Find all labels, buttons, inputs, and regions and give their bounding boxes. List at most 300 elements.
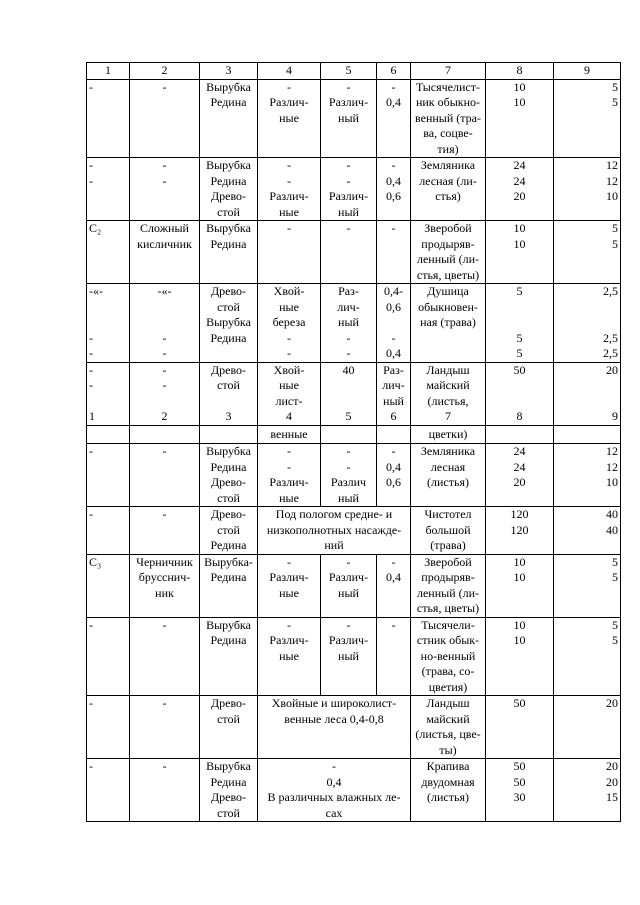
cell-line: 4 — [286, 409, 292, 423]
cell-line — [202, 394, 255, 410]
cell-line: Древо- — [210, 790, 247, 804]
cell-line — [488, 300, 551, 316]
table-cell — [411, 284, 486, 363]
cell-line: кисличник — [137, 236, 192, 251]
cell-line: сах — [325, 805, 343, 820]
cell-line: стья) — [435, 189, 461, 203]
table-cell — [87, 425, 130, 444]
header-cell-1 — [87, 63, 130, 80]
cell-line: двудомная — [421, 774, 475, 789]
cell-line: (листья, цве- — [415, 727, 481, 741]
cell-line: Различ- — [269, 95, 309, 109]
table-cell — [377, 554, 411, 617]
cell-line: 5 — [612, 79, 618, 94]
cell-line: - — [332, 759, 336, 773]
table-cell — [321, 362, 377, 425]
cell-line: цветия) — [428, 679, 468, 694]
table-cell — [130, 507, 200, 555]
continuation-row — [87, 425, 621, 444]
cell-line: Редина — [210, 774, 247, 789]
table-row — [87, 617, 621, 696]
cell-line: - — [162, 362, 167, 377]
table-cell — [377, 79, 411, 158]
cell-line: Душица — [427, 284, 469, 298]
table-row — [87, 362, 621, 425]
cell-line: C₃ — [89, 554, 102, 569]
cell-line: 0,4- — [384, 284, 403, 298]
cell-line: ные — [279, 490, 299, 505]
cell-line: Древо- — [210, 475, 247, 489]
cell-line: стой — [217, 522, 240, 537]
cell-line: 5 — [612, 236, 618, 251]
cell-line: - — [287, 173, 291, 188]
table-cell — [411, 444, 486, 507]
cell-line: 12 — [606, 459, 618, 474]
cell-line: Различ- — [269, 189, 309, 203]
cell-line: - — [89, 362, 93, 377]
table-row — [87, 444, 621, 507]
cell-line: - — [287, 554, 291, 569]
table-cell — [321, 284, 377, 363]
table-cell — [130, 444, 200, 507]
cell-line: 5 — [516, 346, 523, 360]
cell-line: 0,4 — [386, 346, 401, 360]
table-row — [87, 759, 621, 822]
cell-line: Крапива — [426, 759, 470, 773]
cell-line: - — [287, 346, 291, 360]
cell-line: 6 — [390, 63, 397, 77]
cell-line: Редина — [210, 95, 247, 109]
table-cell — [200, 284, 258, 363]
cell-line: 2,5 — [603, 330, 618, 345]
cell-line: Различ- — [269, 570, 309, 584]
cell-line — [132, 300, 197, 316]
cell-line: - — [162, 696, 167, 710]
table-cell — [258, 759, 411, 822]
table-cell — [321, 554, 377, 617]
table-cell — [87, 444, 130, 507]
table-row — [87, 79, 621, 158]
table-cell — [486, 696, 554, 759]
cell-line: - — [391, 617, 396, 632]
cell-line — [89, 394, 127, 410]
cell-line: - — [346, 444, 351, 458]
cell-line: ный — [338, 110, 359, 125]
header-cell-4 — [258, 63, 321, 80]
table-cell — [321, 79, 377, 158]
cell-line: Ландыш — [426, 362, 470, 377]
cell-line: 10 — [513, 570, 526, 584]
cell-line: 20 — [606, 759, 618, 773]
cell-line: 24 — [513, 459, 526, 474]
cell-line: -«- — [157, 284, 172, 298]
table-cell — [258, 284, 321, 363]
table-cell — [377, 444, 411, 507]
cell-line: - — [391, 158, 396, 172]
table-cell — [87, 284, 130, 363]
table-row — [87, 221, 621, 284]
cell-line — [89, 300, 127, 316]
table-cell — [321, 617, 377, 696]
cell-line: 10 — [513, 95, 526, 109]
cell-line: - — [89, 759, 93, 773]
table-cell — [130, 696, 200, 759]
table-cell — [554, 617, 621, 696]
cell-line: - — [89, 444, 93, 458]
cell-line: - — [162, 507, 167, 521]
cell-line: стой — [217, 711, 240, 726]
cell-line: лист- — [275, 393, 303, 408]
table-cell — [200, 444, 258, 507]
cell-line: Чистотел — [424, 507, 472, 521]
table-cell — [486, 362, 554, 425]
table-cell — [554, 221, 621, 284]
cell-line: ный — [383, 393, 404, 408]
table-cell — [486, 221, 554, 284]
cell-line: Тысячелист- — [416, 79, 480, 94]
table-cell — [486, 79, 554, 158]
table-cell — [130, 617, 200, 696]
cell-line: 0,6 — [386, 189, 401, 203]
cell-line: венные — [270, 426, 308, 441]
table-cell — [486, 284, 554, 363]
cell-line: - — [89, 378, 93, 392]
cell-line: (листья) — [427, 790, 469, 804]
cell-line: В различных влажных ле- — [267, 790, 401, 804]
cell-line: стья, цветы) — [416, 267, 480, 282]
cell-line: (листья, — [427, 393, 469, 408]
cell-line: Вырубка — [206, 617, 251, 632]
cell-line: стой — [217, 378, 240, 392]
cell-line — [323, 394, 374, 410]
cell-line: Редина — [210, 173, 247, 188]
table-cell — [258, 554, 321, 617]
table-cell — [258, 158, 321, 221]
cell-line: майский — [426, 711, 470, 726]
cell-line: - — [346, 221, 351, 235]
table-cell — [130, 362, 200, 425]
table-cell — [200, 554, 258, 617]
cell-line: - — [162, 444, 167, 458]
cell-line: Вырубка — [206, 158, 251, 172]
cell-line: ные — [279, 110, 299, 125]
cell-line: Редина — [210, 570, 247, 584]
cell-line: - — [287, 221, 291, 235]
cell-line: 8 — [516, 409, 523, 423]
cell-line: - — [287, 444, 291, 458]
table-cell — [258, 362, 321, 425]
table-cell — [321, 425, 377, 444]
cell-line: обыкновен- — [418, 299, 478, 314]
table-cell — [258, 79, 321, 158]
table-cell — [411, 759, 486, 822]
cell-line: - — [391, 444, 396, 458]
cell-line: - — [346, 554, 351, 569]
cell-line: - — [162, 330, 167, 345]
cell-line: ты) — [439, 742, 457, 757]
table-cell — [130, 425, 200, 444]
cell-line: Различ- — [328, 570, 369, 584]
table-row — [87, 284, 621, 363]
cell-line: - — [162, 378, 167, 392]
cell-line: 5 — [612, 554, 618, 569]
cell-line: Древо- — [210, 507, 247, 521]
table-cell — [87, 158, 130, 221]
cell-line: - — [89, 79, 93, 94]
table-cell — [87, 507, 130, 555]
header-cell-5 — [321, 63, 377, 80]
table-cell — [411, 425, 486, 444]
cell-line — [556, 394, 618, 410]
cell-line: 0,6 — [386, 299, 401, 314]
cell-line: 8 — [516, 63, 523, 77]
table-cell — [87, 221, 130, 284]
table-cell — [377, 158, 411, 221]
cell-line: Вырубка — [206, 759, 251, 773]
cell-line: береза — [272, 315, 306, 329]
cell-line: Древо- — [210, 362, 247, 377]
cell-line: стья, цветы) — [416, 601, 480, 615]
cell-line: стой — [217, 490, 240, 505]
cell-line: 40 — [606, 507, 618, 521]
cell-line: 20 — [606, 362, 618, 377]
cell-line: 1 — [89, 409, 95, 423]
table-cell — [258, 696, 411, 759]
cell-line: 10 — [606, 189, 618, 203]
cell-line: 50 — [513, 759, 526, 773]
cell-line: 2,5 — [603, 346, 618, 360]
cell-line: 30 — [513, 790, 526, 804]
cell-line: Вырубка- — [204, 554, 253, 569]
cell-line: - — [287, 330, 291, 345]
table-cell — [554, 79, 621, 158]
cell-line: 5 — [612, 617, 618, 632]
cell-line: тия) — [437, 141, 459, 156]
table-cell — [554, 362, 621, 425]
table-cell — [130, 759, 200, 822]
cell-line: стой — [217, 805, 240, 820]
cell-line: 3 — [225, 409, 232, 423]
cell-line: 5 — [612, 633, 618, 647]
cell-line: Зверобой — [424, 221, 472, 235]
cell-line: 4 — [286, 63, 292, 77]
table-cell — [87, 759, 130, 822]
cell-line: Раз- — [338, 284, 359, 298]
table-row — [87, 507, 621, 555]
cell-line: - — [346, 459, 351, 474]
cell-line: Редина — [210, 538, 247, 552]
cell-line: (трава, со- — [421, 664, 475, 678]
cell-line: стник обык- — [416, 633, 480, 647]
table-cell — [130, 79, 200, 158]
table-cell — [554, 507, 621, 555]
cell-line: 10 — [513, 617, 526, 632]
cell-line: 9 — [612, 409, 618, 423]
cell-line: - — [162, 346, 167, 360]
table-cell — [486, 617, 554, 696]
table-cell — [130, 221, 200, 284]
table-cell — [87, 362, 130, 425]
cell-line: Редина — [210, 459, 247, 474]
cell-line: - — [89, 346, 93, 360]
cell-line: 40 — [342, 362, 355, 377]
cell-line: стой — [217, 299, 240, 314]
cell-line: цветки) — [428, 426, 468, 441]
table-cell — [130, 554, 200, 617]
cell-line: 24 — [513, 444, 526, 458]
cell-line: ные — [279, 648, 299, 663]
table-cell — [200, 425, 258, 444]
table-cell — [258, 221, 321, 284]
cell-line: Под пологом средне- и — [275, 507, 393, 521]
table-cell — [200, 221, 258, 284]
table-cell — [87, 696, 130, 759]
cell-line: ный — [338, 315, 359, 329]
cell-line: - — [162, 173, 167, 188]
cell-line: ный — [338, 204, 359, 219]
cell-line: Различ- — [269, 475, 309, 489]
table-cell — [554, 158, 621, 221]
cell-line: Тысячели- — [421, 617, 475, 632]
cell-line: 5 — [345, 63, 352, 77]
table-cell — [321, 221, 377, 284]
table-cell — [258, 425, 321, 444]
cell-line: Вырубка — [206, 79, 251, 94]
table-cell — [486, 425, 554, 444]
cell-line: 50 — [513, 774, 526, 789]
cell-line: 10 — [513, 554, 526, 569]
cell-line: - — [89, 617, 93, 632]
table-cell — [321, 444, 377, 507]
cell-line: Зверобой — [424, 554, 472, 569]
header-cell-3 — [200, 63, 258, 80]
header-cell-8 — [486, 63, 554, 80]
table-cell — [554, 425, 621, 444]
table-row — [87, 696, 621, 759]
table-cell — [130, 158, 200, 221]
cell-line: 5 — [516, 284, 523, 298]
cell-line: низкополнотных насажде- — [266, 522, 402, 537]
cell-line: 12 — [606, 158, 618, 172]
cell-line: ник обыкно- — [415, 95, 481, 109]
cell-line: Редина — [210, 330, 247, 345]
table-cell — [554, 554, 621, 617]
cell-line: 20 — [606, 696, 618, 710]
table-cell — [377, 617, 411, 696]
header-row — [87, 63, 621, 80]
cell-line: 10 — [513, 236, 526, 251]
cell-line: Хвой- — [273, 362, 305, 377]
table-cell — [486, 507, 554, 555]
cell-line: - — [162, 79, 167, 94]
table-cell — [321, 158, 377, 221]
table-cell — [377, 284, 411, 363]
cell-line: - — [346, 158, 351, 172]
cell-line: 0,4 — [386, 459, 401, 474]
cell-line: 20 — [606, 774, 618, 789]
cell-line: 12 — [606, 173, 618, 188]
cell-line: 120 — [510, 507, 529, 521]
cell-line: брусснич- — [138, 570, 191, 584]
table-cell — [200, 507, 258, 555]
table-cell — [411, 221, 486, 284]
cell-line: Сложный — [140, 221, 189, 235]
cell-line: ленный (ли- — [416, 585, 480, 600]
cell-line: 15 — [606, 790, 618, 804]
cell-line: - — [287, 459, 291, 474]
cell-line: 7 — [445, 409, 451, 423]
cell-line: 10 — [513, 79, 526, 94]
cell-line: венный (тра- — [415, 110, 481, 125]
cell-line: ва, соцве- — [423, 126, 473, 140]
table-cell — [87, 79, 130, 158]
cell-line: 5 — [612, 570, 618, 584]
table-cell — [486, 158, 554, 221]
cell-line: - — [89, 696, 93, 710]
table-cell — [411, 158, 486, 221]
table-cell — [486, 554, 554, 617]
cell-line: 5 — [612, 95, 618, 109]
cell-line: 5 — [516, 330, 523, 345]
table-cell — [258, 617, 321, 696]
cell-line: (листья) — [427, 475, 469, 489]
cell-line: 20 — [513, 189, 526, 203]
cell-line: лич- — [382, 378, 405, 392]
cell-line: 5 — [345, 409, 352, 423]
cell-line: ный — [338, 648, 359, 663]
table-cell — [411, 554, 486, 617]
cell-line: Различ- — [328, 633, 369, 647]
cell-line: 0,4 — [386, 173, 401, 188]
table-cell — [411, 617, 486, 696]
table-cell — [87, 617, 130, 696]
cell-line: Ландыш — [426, 696, 470, 710]
table-cell — [411, 362, 486, 425]
cell-line: Редина — [210, 236, 247, 251]
cell-line: Вырубка — [206, 315, 251, 329]
cell-line: 40 — [606, 522, 618, 537]
cell-line: - — [89, 507, 93, 521]
cell-line — [132, 315, 197, 331]
cell-line: - — [391, 554, 396, 569]
table-cell — [258, 507, 411, 555]
cell-line: Раз- — [383, 362, 404, 377]
cell-line: ный — [338, 490, 359, 505]
cell-line: венные леса 0,4-0,8 — [284, 711, 384, 726]
table-cell — [554, 284, 621, 363]
cell-line: - — [287, 79, 291, 94]
cell-line: большой — [425, 522, 471, 537]
cell-line: - — [162, 617, 167, 632]
cell-line: 0,4 — [386, 95, 401, 109]
cell-line: - — [162, 759, 167, 773]
cell-line — [488, 378, 551, 394]
cell-line: продыряв- — [421, 236, 475, 251]
cell-line: ний — [324, 538, 344, 552]
cell-line: - — [89, 330, 93, 345]
cell-line: Различ- — [269, 633, 309, 647]
cell-line — [323, 378, 374, 394]
table-cell — [411, 507, 486, 555]
table-row — [87, 554, 621, 617]
cell-line: 2 — [161, 409, 168, 423]
cell-line — [556, 300, 618, 316]
table-cell — [200, 759, 258, 822]
table-cell — [411, 696, 486, 759]
table-cell — [377, 362, 411, 425]
cell-line: C₂ — [89, 221, 102, 235]
cell-line: - — [89, 173, 93, 188]
